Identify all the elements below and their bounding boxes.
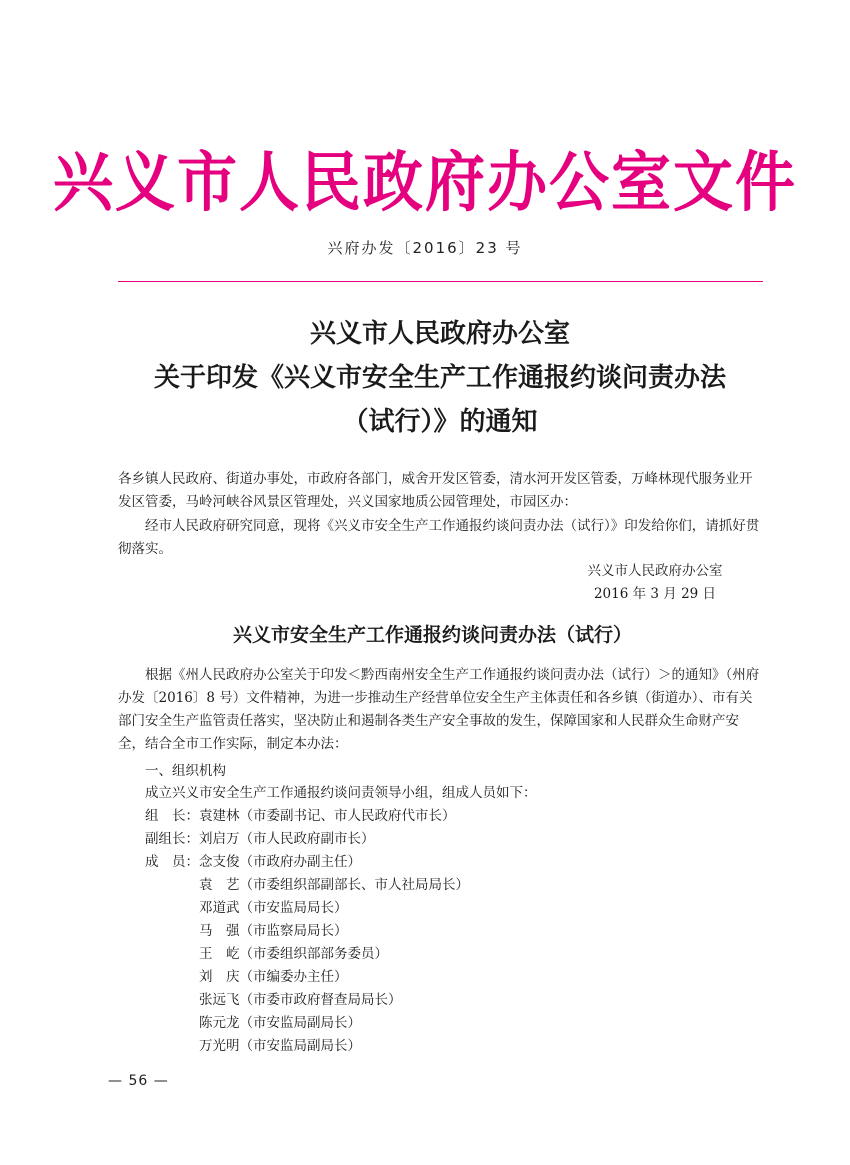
signature-date: 2016 年 3 月 29 日 bbox=[593, 586, 717, 602]
document-number: 兴府办发〔2016〕23 号 bbox=[327, 239, 523, 257]
section-heading-organization: 一、组织机构 bbox=[145, 763, 226, 779]
measures-paragraph-1: 根据《州人民政府办公室关于印发＜黔西南州安全生产工作通报约谈问责办法（试行）＞的通知》（州府办发〔2016〕8 号）文件精神，为进一步推动生产经营单位安全生产主体责任和各乡镇（街道办）、市有关部门安全生产监管责任落实，坚决防止和遏制各类生产安全事故的发生，保障国家和人民群众生命财产安全，结合全市工作实际，制定本办法： bbox=[118, 667, 760, 752]
red-divider-rule bbox=[118, 281, 763, 282]
member-line: 王 屹（市委组织部部务委员） bbox=[199, 946, 388, 962]
member-line-first: 成 员：念支俊（市政府办副主任） bbox=[145, 854, 361, 870]
member-line: 万光明（市安监局副局长） bbox=[199, 1038, 361, 1054]
section-intro-line: 成立兴义市安全生产工作通报约谈问责领导小组，组成人员如下： bbox=[145, 785, 537, 801]
member-line: 马 强（市监察局局长） bbox=[199, 923, 348, 939]
member-line: 张远飞（市委市政府督查局局长） bbox=[199, 992, 402, 1008]
group-leader-line: 组 长：袁建林（市委副书记、市人民政府代市长） bbox=[145, 808, 456, 824]
addressees-paragraph: 各乡镇人民政府、街道办事处，市政府各部门，威舍开发区管委，清水河开发区管委，万峰林现代服务业开发区管委，马岭河峡谷风景区管理处，兴义国家地质公园管理处，市园区办： bbox=[118, 471, 753, 510]
signature-block bbox=[560, 560, 750, 606]
page-number: — 56 — bbox=[108, 1073, 169, 1089]
notice-title bbox=[100, 312, 780, 444]
measures-title: 兴义市安全生产工作通报约谈问责办法（试行） bbox=[232, 624, 632, 646]
deputy-leader-line: 副组长：刘启万（市人民政府副市长） bbox=[145, 831, 375, 847]
masthead-title: 兴义市人民政府办公室文件 bbox=[53, 145, 797, 221]
intro-paragraph: 经市人民政府研究同意，现将《兴义市安全生产工作通报约谈问责办法（试行）》印发给你们，请抓好贯彻落实。 bbox=[118, 518, 760, 557]
member-line: 袁 艺（市委组织部副部长、市人社局局长） bbox=[199, 877, 469, 893]
member-line: 邓道武（市安监局局长） bbox=[199, 900, 348, 916]
notice-title-line-2: 关于印发《兴义市安全生产工作通报约谈问责办法 bbox=[153, 363, 726, 393]
signer-name: 兴义市人民政府办公室 bbox=[587, 563, 723, 579]
notice-title-line-3: （试行）》的通知 bbox=[342, 407, 538, 437]
member-line: 陈元龙（市安监局副局长） bbox=[199, 1015, 361, 1031]
member-line: 刘 庆（市编委办主任） bbox=[199, 969, 348, 985]
notice-title-line-1: 兴义市人民政府办公室 bbox=[309, 319, 570, 349]
